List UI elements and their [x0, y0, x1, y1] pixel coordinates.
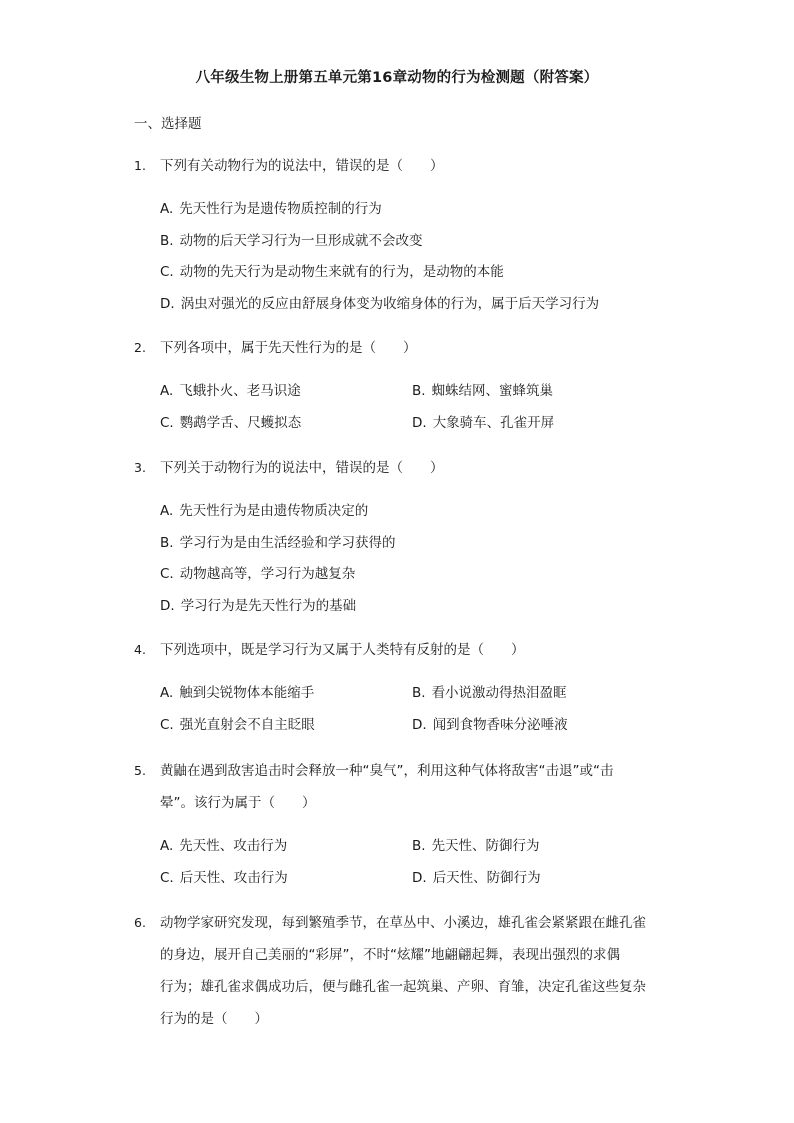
question-stem: 下列关于动物行为的说法中，错误的是（ ） [160, 460, 444, 476]
question-stem-line-1: 动物学家研究发现，每到繁殖季节，在草丛中、小溪边，雄孔雀会紧紧跟在雌孔雀 [160, 915, 646, 931]
option-b: B. 看小说激动得热泪盈眶 [412, 685, 567, 701]
option-grid [134, 678, 674, 741]
question-3 [134, 452, 674, 622]
option-grid [134, 831, 674, 894]
option-c: C. 动物越高等，学习行为越复杂 [160, 566, 356, 582]
option-grid [134, 376, 674, 439]
option-c: C. 鹦鹉学舌、尺蠖拟态 [160, 414, 302, 431]
question-1 [134, 150, 674, 320]
question-number: 5. [134, 763, 146, 778]
option-a: A. 先天性行为是由遗传物质决定的 [160, 503, 369, 519]
option-list [134, 496, 674, 622]
option-a: A. 先天性行为是遗传物质控制的行为 [160, 201, 382, 217]
section-heading: 一、选择题 [134, 116, 202, 132]
option-d: D. 大象骑车、孔雀开屏 [412, 414, 555, 431]
question-5 [134, 755, 674, 894]
option-b: B. 动物的后天学习行为一旦形成就不会改变 [160, 232, 423, 249]
question-stem-line-2: 晕”。该行为属于（ ） [160, 795, 316, 811]
question-number: 6. [134, 915, 146, 930]
option-list [134, 194, 674, 320]
question-stem-line-1: 黄鼬在遇到敌害追击时会释放一种“臭气”，利用这种气体将敌害“击退”或“击 [160, 763, 614, 779]
option-a: A. 先天性、攻击行为 [160, 838, 288, 854]
question-2 [134, 332, 674, 439]
question-stem: 下列选项中，既是学习行为又属于人类特有反射的是（ ） [160, 642, 525, 658]
option-a: A. 触到尖锐物体本能缩手 [160, 685, 315, 701]
option-d: D. 后天性、防御行为 [412, 869, 541, 886]
option-c: C. 后天性、攻击行为 [160, 869, 288, 886]
option-b: B. 蜘蛛结网、蜜蜂筑巢 [412, 383, 554, 399]
question-stem: 下列有关动物行为的说法中，错误的是（ ） [160, 158, 444, 174]
question-6 [134, 907, 674, 1035]
question-number: 3. [134, 460, 146, 475]
question-number: 1. [134, 158, 146, 173]
option-d: D. 闻到食物香味分泌唾液 [412, 716, 568, 733]
question-stem-line-3: 行为；雄孔雀求偶成功后，便与雌孔雀一起筑巢、产卵、育雏，决定孔雀这些复杂 [160, 979, 646, 995]
option-c: C. 动物的先天行为是动物生来就有的行为，是动物的本能 [160, 264, 504, 280]
document-title: 八年级生物上册第五单元第16章动物的行为检测题（附答案） [195, 70, 599, 86]
question-stem-line-2: 的身边，展开自己美丽的“彩屏”，不时“炫耀”地翩翩起舞，表现出强烈的求偶 [160, 947, 620, 963]
option-b: B. 学习行为是由生活经验和学习获得的 [160, 534, 396, 551]
question-number: 2. [134, 340, 146, 355]
option-d: D. 学习行为是先天性行为的基础 [160, 597, 357, 614]
option-a: A. 飞蛾扑火、老马识途 [160, 383, 301, 399]
question-stem: 下列各项中，属于先天性行为的是（ ） [160, 340, 417, 356]
option-d: D. 涡虫对强光的反应由舒展身体变为收缩身体的行为，属于后天学习行为 [160, 295, 600, 312]
question-number: 4. [134, 642, 146, 657]
question-4 [134, 634, 674, 741]
question-stem-line-4: 行为的是（ ） [160, 1011, 268, 1027]
option-b: B. 先天性、防御行为 [412, 838, 540, 854]
option-c: C. 强光直射会不自主眨眼 [160, 716, 315, 733]
